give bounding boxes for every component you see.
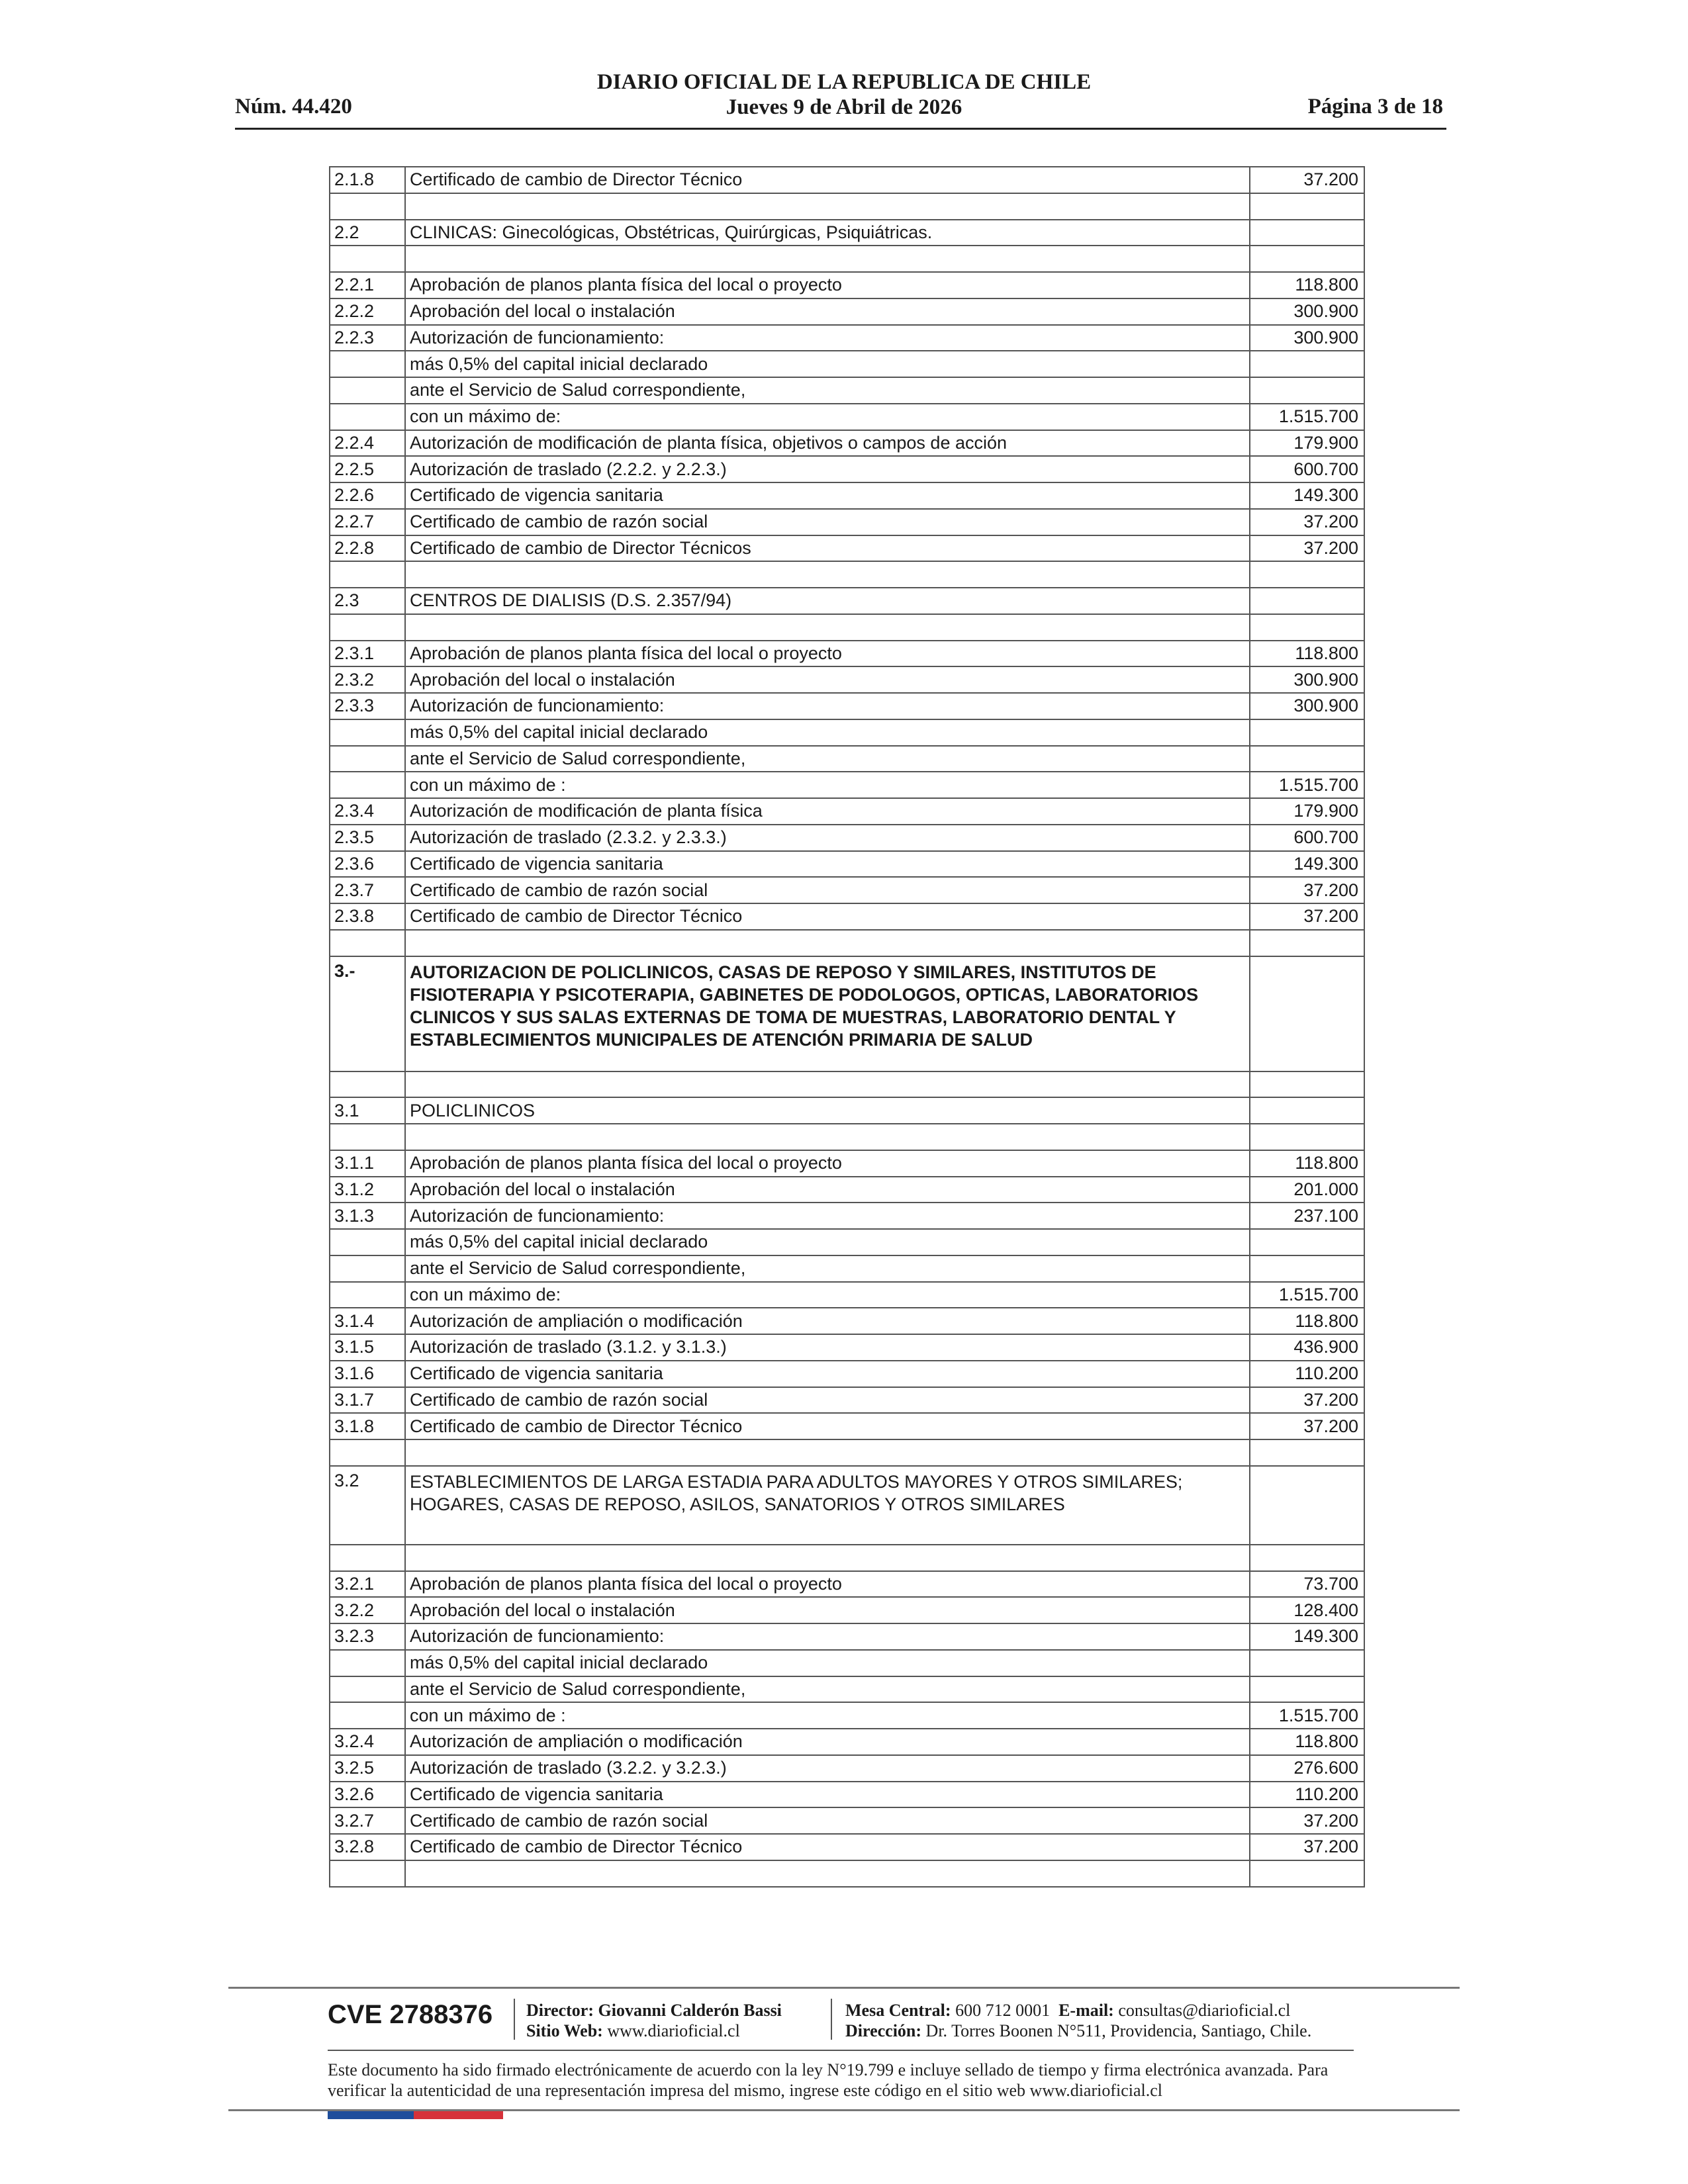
fee-code bbox=[330, 614, 405, 641]
fee-amount: 110.200 bbox=[1250, 1782, 1364, 1808]
fee-row bbox=[330, 509, 1364, 535]
website-label: Sitio Web: bbox=[526, 2021, 603, 2040]
fee-code: 3.2.7 bbox=[330, 1807, 405, 1834]
fee-amount: 37.200 bbox=[1250, 1413, 1364, 1439]
fee-row bbox=[330, 1334, 1364, 1361]
issue-number: Núm. 44.420 bbox=[235, 95, 352, 118]
fee-amount: 149.300 bbox=[1250, 851, 1364, 878]
fee-code: 3.1.3 bbox=[330, 1203, 405, 1229]
fee-code bbox=[330, 1439, 405, 1466]
fee-amount bbox=[1250, 1545, 1364, 1571]
fee-code: 2.2.5 bbox=[330, 456, 405, 482]
fee-row bbox=[330, 666, 1364, 693]
fee-description: Autorización de ampliación o modificación bbox=[405, 1308, 1250, 1334]
contact-info bbox=[845, 2000, 1311, 2041]
fee-amount bbox=[1250, 719, 1364, 746]
fee-row bbox=[330, 1702, 1364, 1729]
fee-description: Aprobación de planos planta física del local o proyecto bbox=[405, 1571, 1250, 1598]
footer-separator bbox=[514, 1999, 515, 2040]
address: Dr. Torres Boonen N°511, Providencia, Santiago, Chile. bbox=[925, 2021, 1312, 2040]
fee-code bbox=[330, 1676, 405, 1703]
fee-amount: 118.800 bbox=[1250, 1729, 1364, 1755]
fee-row bbox=[330, 1387, 1364, 1414]
fee-table-body bbox=[330, 167, 1364, 1887]
fee-amount bbox=[1250, 193, 1364, 220]
fee-description bbox=[405, 1439, 1250, 1466]
fee-description: Autorización de funcionamiento: bbox=[405, 1203, 1250, 1229]
fee-description: con un máximo de: bbox=[405, 1282, 1250, 1308]
fee-row bbox=[330, 719, 1364, 746]
fee-row bbox=[330, 298, 1364, 325]
cve-code: CVE 2788376 bbox=[328, 2000, 493, 2029]
fee-description: CENTROS DE DIALISIS (D.S. 2.357/94) bbox=[405, 588, 1250, 614]
fee-description: Autorización de traslado (3.2.2. y 3.2.3.) bbox=[405, 1755, 1250, 1782]
fee-row bbox=[330, 167, 1364, 193]
fee-code: 3.1.8 bbox=[330, 1413, 405, 1439]
fee-description: Autorización de funcionamiento: bbox=[405, 1623, 1250, 1650]
fee-amount bbox=[1250, 746, 1364, 772]
fee-amount: 201.000 bbox=[1250, 1177, 1364, 1203]
fee-code bbox=[330, 1282, 405, 1308]
publication-date: Jueves 9 de Abril de 2026 bbox=[726, 95, 962, 119]
fee-amount: 37.200 bbox=[1250, 877, 1364, 903]
fee-amount bbox=[1250, 1650, 1364, 1676]
fee-row bbox=[330, 1071, 1364, 1098]
fee-description bbox=[405, 614, 1250, 641]
fee-amount bbox=[1250, 1071, 1364, 1098]
fee-row bbox=[330, 430, 1364, 457]
fee-row bbox=[330, 693, 1364, 719]
fee-code: 2.2.8 bbox=[330, 535, 405, 562]
fee-description: más 0,5% del capital inicial declarado bbox=[405, 351, 1250, 377]
fee-row bbox=[330, 1597, 1364, 1623]
fee-row bbox=[330, 193, 1364, 220]
fee-row bbox=[330, 641, 1364, 667]
fee-description: Aprobación del local o instalación bbox=[405, 1597, 1250, 1623]
fee-amount: 237.100 bbox=[1250, 1203, 1364, 1229]
fee-amount: 300.900 bbox=[1250, 298, 1364, 325]
fee-code: 2.2.3 bbox=[330, 325, 405, 351]
fee-row bbox=[330, 1729, 1364, 1755]
fee-code: 3.1.5 bbox=[330, 1334, 405, 1361]
fee-code: 3.2 bbox=[330, 1466, 405, 1545]
fee-amount bbox=[1250, 351, 1364, 377]
fee-code: 3.1 bbox=[330, 1097, 405, 1124]
fee-table bbox=[329, 166, 1365, 1888]
fee-description: Autorización de modificación de planta física, objetivos o campos de acción bbox=[405, 430, 1250, 457]
fee-code bbox=[330, 746, 405, 772]
fee-description: Certificado de cambio de Director Técnico bbox=[405, 167, 1250, 193]
fee-amount bbox=[1250, 1229, 1364, 1255]
fee-description: Autorización de ampliación o modificación bbox=[405, 1729, 1250, 1755]
fee-row bbox=[330, 272, 1364, 298]
fee-amount: 128.400 bbox=[1250, 1597, 1364, 1623]
fee-description: Aprobación del local o instalación bbox=[405, 1177, 1250, 1203]
fee-code: 2.3 bbox=[330, 588, 405, 614]
fee-row bbox=[330, 1308, 1364, 1334]
fee-amount: 118.800 bbox=[1250, 1308, 1364, 1334]
fee-amount: 179.900 bbox=[1250, 430, 1364, 457]
fee-amount bbox=[1250, 1439, 1364, 1466]
fee-row bbox=[330, 535, 1364, 562]
fee-amount bbox=[1250, 1466, 1364, 1545]
fee-row bbox=[330, 1097, 1364, 1124]
fee-description: Certificado de cambio de Director Técnico bbox=[405, 903, 1250, 930]
fee-description: con un máximo de: bbox=[405, 404, 1250, 430]
fee-code bbox=[330, 1229, 405, 1255]
fee-row bbox=[330, 1439, 1364, 1466]
fee-row bbox=[330, 772, 1364, 798]
fee-code bbox=[330, 246, 405, 272]
fee-amount: 37.200 bbox=[1250, 535, 1364, 562]
fee-row bbox=[330, 377, 1364, 404]
fee-amount: 118.800 bbox=[1250, 272, 1364, 298]
fee-description: AUTORIZACION DE POLICLINICOS, CASAS DE REPOSO Y SIMILARES, INSTITUTOS DE FISIOTERAPIA Y PSICOTERAPIA, GABINETES DE PODOLOGOS, OPTICAS, LABORATORIOS CLINICOS Y SUS SALAS EXTERNAS DE TOMA DE MUESTRAS, LABORATORIO DENTAL Y ESTABLECIMIENTOS MUNICIPALES DE ATENCIÓN PRIMARIA DE SALUD bbox=[405, 956, 1250, 1071]
fee-code: 3.1.6 bbox=[330, 1361, 405, 1387]
fee-row bbox=[330, 1782, 1364, 1808]
fee-amount: 436.900 bbox=[1250, 1334, 1364, 1361]
fee-code: 2.2.1 bbox=[330, 272, 405, 298]
fee-amount bbox=[1250, 1124, 1364, 1150]
fee-code: 2.3.2 bbox=[330, 666, 405, 693]
fee-amount: 37.200 bbox=[1250, 167, 1364, 193]
fee-row bbox=[330, 1834, 1364, 1860]
fee-code: 2.3.8 bbox=[330, 903, 405, 930]
fee-description: Certificado de cambio de razón social bbox=[405, 1387, 1250, 1414]
fee-amount: 276.600 bbox=[1250, 1755, 1364, 1782]
fee-amount: 1.515.700 bbox=[1250, 1702, 1364, 1729]
fee-row bbox=[330, 404, 1364, 430]
fee-row bbox=[330, 877, 1364, 903]
fee-code: 3.1.1 bbox=[330, 1150, 405, 1177]
fee-amount: 149.300 bbox=[1250, 482, 1364, 509]
fee-code: 3.2.5 bbox=[330, 1755, 405, 1782]
fee-description: Aprobación del local o instalación bbox=[405, 666, 1250, 693]
fee-amount bbox=[1250, 220, 1364, 246]
fee-description: más 0,5% del capital inicial declarado bbox=[405, 1650, 1250, 1676]
fee-code bbox=[330, 1255, 405, 1282]
fee-description: Certificado de cambio de razón social bbox=[405, 509, 1250, 535]
fee-description bbox=[405, 246, 1250, 272]
fee-code: 3.2.3 bbox=[330, 1623, 405, 1650]
fee-description: Aprobación de planos planta física del local o proyecto bbox=[405, 641, 1250, 667]
fee-row bbox=[330, 1676, 1364, 1703]
fee-code bbox=[330, 1071, 405, 1098]
phone-label: Mesa Central: bbox=[845, 2001, 951, 2020]
fee-amount: 37.200 bbox=[1250, 1834, 1364, 1860]
fee-description: Certificado de vigencia sanitaria bbox=[405, 482, 1250, 509]
website-link[interactable]: www.diarioficial.cl bbox=[607, 2021, 740, 2040]
fee-description bbox=[405, 193, 1250, 220]
fee-description: Certificado de vigencia sanitaria bbox=[405, 851, 1250, 878]
fee-description: Certificado de cambio de Director Técnicos bbox=[405, 535, 1250, 562]
fee-description: ante el Servicio de Salud correspondiente, bbox=[405, 1676, 1250, 1703]
fee-description bbox=[405, 1860, 1250, 1887]
fee-code: 3.1.2 bbox=[330, 1177, 405, 1203]
fee-description: con un máximo de : bbox=[405, 1702, 1250, 1729]
fee-code: 3.2.1 bbox=[330, 1571, 405, 1598]
fee-row bbox=[330, 456, 1364, 482]
fee-code: 3.2.8 bbox=[330, 1834, 405, 1860]
fee-description: Autorización de traslado (3.1.2. y 3.1.3.) bbox=[405, 1334, 1250, 1361]
fee-description: ante el Servicio de Salud correspondiente, bbox=[405, 1255, 1250, 1282]
fee-code: 3.- bbox=[330, 956, 405, 1071]
fee-row bbox=[330, 798, 1364, 825]
fee-description: ante el Servicio de Salud correspondiente, bbox=[405, 377, 1250, 404]
flag-stripe-blue bbox=[328, 2111, 414, 2119]
fee-code: 2.2.7 bbox=[330, 509, 405, 535]
fee-row bbox=[330, 1466, 1364, 1545]
fee-code bbox=[330, 404, 405, 430]
fee-code: 3.2.2 bbox=[330, 1597, 405, 1623]
fee-row bbox=[330, 1361, 1364, 1387]
fee-row bbox=[330, 325, 1364, 351]
fee-description: Autorización de traslado (2.3.2. y 2.3.3.) bbox=[405, 825, 1250, 851]
fee-code: 2.3.7 bbox=[330, 877, 405, 903]
email-link[interactable]: consultas@diarioficial.cl bbox=[1118, 2001, 1291, 2020]
fee-row bbox=[330, 746, 1364, 772]
fee-description: Autorización de funcionamiento: bbox=[405, 325, 1250, 351]
email-label: E-mail: bbox=[1058, 2001, 1114, 2020]
fee-amount bbox=[1250, 1097, 1364, 1124]
fee-row bbox=[330, 930, 1364, 956]
fee-description: Aprobación de planos planta física del local o proyecto bbox=[405, 1150, 1250, 1177]
fee-code: 2.2 bbox=[330, 220, 405, 246]
fee-description bbox=[405, 1071, 1250, 1098]
fee-amount bbox=[1250, 1860, 1364, 1887]
fee-description: Autorización de funcionamiento: bbox=[405, 693, 1250, 719]
fee-description bbox=[405, 561, 1250, 588]
fee-code bbox=[330, 1545, 405, 1571]
fee-description: con un máximo de : bbox=[405, 772, 1250, 798]
fee-row bbox=[330, 1203, 1364, 1229]
fee-row bbox=[330, 851, 1364, 878]
publication-title: DIARIO OFICIAL DE LA REPUBLICA DE CHILE bbox=[596, 70, 1092, 94]
fee-description: más 0,5% del capital inicial declarado bbox=[405, 719, 1250, 746]
fee-row bbox=[330, 1255, 1364, 1282]
fee-row bbox=[330, 1282, 1364, 1308]
fee-code: 3.2.6 bbox=[330, 1782, 405, 1808]
fee-amount bbox=[1250, 246, 1364, 272]
fee-description: Certificado de cambio de razón social bbox=[405, 877, 1250, 903]
phone-number: 600 712 0001 bbox=[955, 2001, 1051, 2020]
fee-amount: 1.515.700 bbox=[1250, 772, 1364, 798]
fee-row bbox=[330, 220, 1364, 246]
fee-amount bbox=[1250, 561, 1364, 588]
footer-divider-mid bbox=[328, 2050, 1354, 2051]
fee-row bbox=[330, 1650, 1364, 1676]
fee-row bbox=[330, 1124, 1364, 1150]
fee-row bbox=[330, 1413, 1364, 1439]
fee-row bbox=[330, 1860, 1364, 1887]
fee-row bbox=[330, 1545, 1364, 1571]
fee-amount: 37.200 bbox=[1250, 903, 1364, 930]
director-label: Director: bbox=[526, 2001, 594, 2020]
fee-description: Certificado de vigencia sanitaria bbox=[405, 1782, 1250, 1808]
fee-amount: 600.700 bbox=[1250, 825, 1364, 851]
fee-code bbox=[330, 1650, 405, 1676]
fee-amount: 73.700 bbox=[1250, 1571, 1364, 1598]
fee-amount bbox=[1250, 377, 1364, 404]
fee-amount: 300.900 bbox=[1250, 325, 1364, 351]
fee-description bbox=[405, 930, 1250, 956]
fee-code: 2.3.5 bbox=[330, 825, 405, 851]
director-info bbox=[526, 2000, 782, 2041]
legal-notice: Este documento ha sido firmado electrónicamente de acuerdo con la ley N°19.799 e incluye sellado de tiempo y firma electrónica avanzada. Para verificar la autenticidad de una representación impresa del mismo, ingrese este código en el sitio web www.diarioficial.cl bbox=[328, 2060, 1329, 2100]
fee-code: 2.3.4 bbox=[330, 798, 405, 825]
fee-amount: 149.300 bbox=[1250, 1623, 1364, 1650]
fee-code bbox=[330, 193, 405, 220]
fee-amount bbox=[1250, 588, 1364, 614]
fee-row bbox=[330, 351, 1364, 377]
fee-amount: 600.700 bbox=[1250, 456, 1364, 482]
flag-stripe-red bbox=[414, 2111, 503, 2119]
fee-row bbox=[330, 1623, 1364, 1650]
fee-row bbox=[330, 614, 1364, 641]
fee-row bbox=[330, 561, 1364, 588]
address-label: Dirección: bbox=[845, 2021, 922, 2040]
fee-code: 2.2.6 bbox=[330, 482, 405, 509]
fee-code: 2.3.3 bbox=[330, 693, 405, 719]
fee-description: Autorización de modificación de planta física bbox=[405, 798, 1250, 825]
fee-code bbox=[330, 772, 405, 798]
fee-code: 2.3.6 bbox=[330, 851, 405, 878]
fee-description: Autorización de traslado (2.2.2. y 2.2.3.) bbox=[405, 456, 1250, 482]
fee-code: 2.1.8 bbox=[330, 167, 405, 193]
fee-code: 2.2.2 bbox=[330, 298, 405, 325]
fee-description: ante el Servicio de Salud correspondiente, bbox=[405, 746, 1250, 772]
fee-code bbox=[330, 1702, 405, 1729]
fee-amount: 1.515.700 bbox=[1250, 1282, 1364, 1308]
fee-amount bbox=[1250, 930, 1364, 956]
fee-row bbox=[330, 956, 1364, 1071]
fee-amount: 1.515.700 bbox=[1250, 404, 1364, 430]
fee-amount bbox=[1250, 956, 1364, 1071]
director-name: Giovanni Calderón Bassi bbox=[598, 2001, 782, 2020]
fee-amount: 300.900 bbox=[1250, 693, 1364, 719]
fee-row bbox=[330, 1807, 1364, 1834]
fee-row bbox=[330, 1755, 1364, 1782]
fee-description: Aprobación de planos planta física del local o proyecto bbox=[405, 272, 1250, 298]
fee-row bbox=[330, 246, 1364, 272]
fee-description: Certificado de cambio de Director Técnico bbox=[405, 1413, 1250, 1439]
fee-amount: 179.900 bbox=[1250, 798, 1364, 825]
footer-separator bbox=[831, 1999, 832, 2040]
fee-amount: 37.200 bbox=[1250, 509, 1364, 535]
fee-description: ESTABLECIMIENTOS DE LARGA ESTADIA PARA ADULTOS MAYORES Y OTROS SIMILARES; HOGARES, CASAS DE REPOSO, ASILOS, SANATORIOS Y OTROS SIMILARES bbox=[405, 1466, 1250, 1545]
fee-description: Certificado de cambio de Director Técnico bbox=[405, 1834, 1250, 1860]
page-number: Página 3 de 18 bbox=[1307, 95, 1443, 118]
footer-divider-top bbox=[228, 1987, 1460, 1989]
fee-amount: 37.200 bbox=[1250, 1387, 1364, 1414]
fee-amount: 37.200 bbox=[1250, 1807, 1364, 1834]
header-divider bbox=[235, 128, 1446, 130]
fee-row bbox=[330, 825, 1364, 851]
fee-code bbox=[330, 1860, 405, 1887]
fee-code: 2.2.4 bbox=[330, 430, 405, 457]
fee-description: Certificado de vigencia sanitaria bbox=[405, 1361, 1250, 1387]
fee-code: 3.1.4 bbox=[330, 1308, 405, 1334]
fee-row bbox=[330, 588, 1364, 614]
fee-description: POLICLINICOS bbox=[405, 1097, 1250, 1124]
fee-code bbox=[330, 377, 405, 404]
fee-description: más 0,5% del capital inicial declarado bbox=[405, 1229, 1250, 1255]
fee-description bbox=[405, 1124, 1250, 1150]
fee-code: 2.3.1 bbox=[330, 641, 405, 667]
fee-description bbox=[405, 1545, 1250, 1571]
fee-amount bbox=[1250, 614, 1364, 641]
fee-code bbox=[330, 561, 405, 588]
fee-description: Aprobación del local o instalación bbox=[405, 298, 1250, 325]
fee-code: 3.1.7 bbox=[330, 1387, 405, 1414]
fee-amount: 118.800 bbox=[1250, 1150, 1364, 1177]
fee-code: 3.2.4 bbox=[330, 1729, 405, 1755]
fee-amount: 118.800 bbox=[1250, 641, 1364, 667]
fee-code bbox=[330, 930, 405, 956]
fee-description: CLINICAS: Ginecológicas, Obstétricas, Quirúrgicas, Psiquiátricas. bbox=[405, 220, 1250, 246]
fee-row bbox=[330, 1229, 1364, 1255]
fee-code bbox=[330, 719, 405, 746]
fee-row bbox=[330, 1150, 1364, 1177]
fee-amount bbox=[1250, 1255, 1364, 1282]
fee-description: Certificado de cambio de razón social bbox=[405, 1807, 1250, 1834]
fee-row bbox=[330, 903, 1364, 930]
fee-amount bbox=[1250, 1676, 1364, 1703]
fee-row bbox=[330, 482, 1364, 509]
fee-code bbox=[330, 351, 405, 377]
fee-amount: 300.900 bbox=[1250, 666, 1364, 693]
fee-row bbox=[330, 1177, 1364, 1203]
fee-amount: 110.200 bbox=[1250, 1361, 1364, 1387]
fee-row bbox=[330, 1571, 1364, 1598]
fee-code bbox=[330, 1124, 405, 1150]
